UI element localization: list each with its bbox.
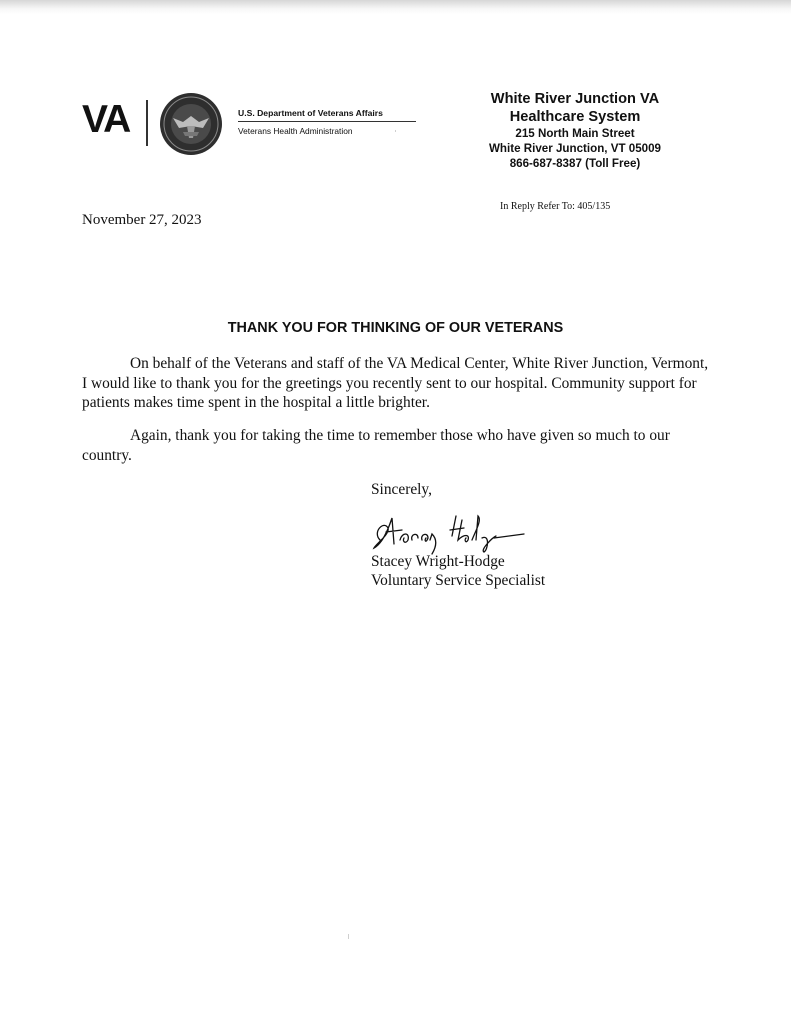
signer-title: Voluntary Service Specialist bbox=[371, 572, 546, 589]
scan-speck bbox=[395, 130, 396, 132]
address-street: 215 North Main Street bbox=[515, 127, 635, 140]
address-city: White River Junction, VT 05009 bbox=[488, 142, 662, 155]
return-address bbox=[466, 90, 684, 171]
logo-divider bbox=[146, 100, 148, 146]
reply-reference: In Reply Refer To: 405/135 bbox=[500, 201, 611, 212]
body-paragraph-1: On behalf of the Veterans and staff of the VA Medical Center, White River Junction, Vermont, I would like to thank you for the greetings you recently sent to our hospital. Community support for patients makes time spent in the hospital a little brighter. bbox=[82, 355, 709, 411]
letter-date: November 27, 2023 bbox=[82, 212, 202, 228]
signer-block bbox=[371, 552, 545, 590]
page-top-edge bbox=[0, 0, 791, 14]
scan-speck bbox=[348, 934, 349, 939]
handwritten-signature bbox=[366, 510, 526, 556]
department-name: U.S. Department of Veterans Affairs bbox=[238, 108, 416, 122]
body-paragraph-2: Again, thank you for taking the time to remember those who have given so much to our country. bbox=[82, 427, 670, 464]
closing: Sincerely, bbox=[371, 481, 432, 498]
letter-heading: THANK YOU FOR THINKING OF OUR VETERANS bbox=[227, 320, 564, 336]
signer-name: Stacey Wright-Hodge bbox=[371, 553, 505, 570]
va-logo-text: VA bbox=[82, 98, 130, 141]
va-seal-icon bbox=[159, 92, 223, 156]
address-phone: 866-687-8387 (Toll Free) bbox=[509, 157, 641, 170]
administration-name: Veterans Health Administration bbox=[238, 126, 353, 136]
address-name-line1: White River Junction VA bbox=[490, 91, 660, 107]
address-name-line2: Healthcare System bbox=[509, 109, 641, 125]
department-block bbox=[238, 108, 416, 136]
